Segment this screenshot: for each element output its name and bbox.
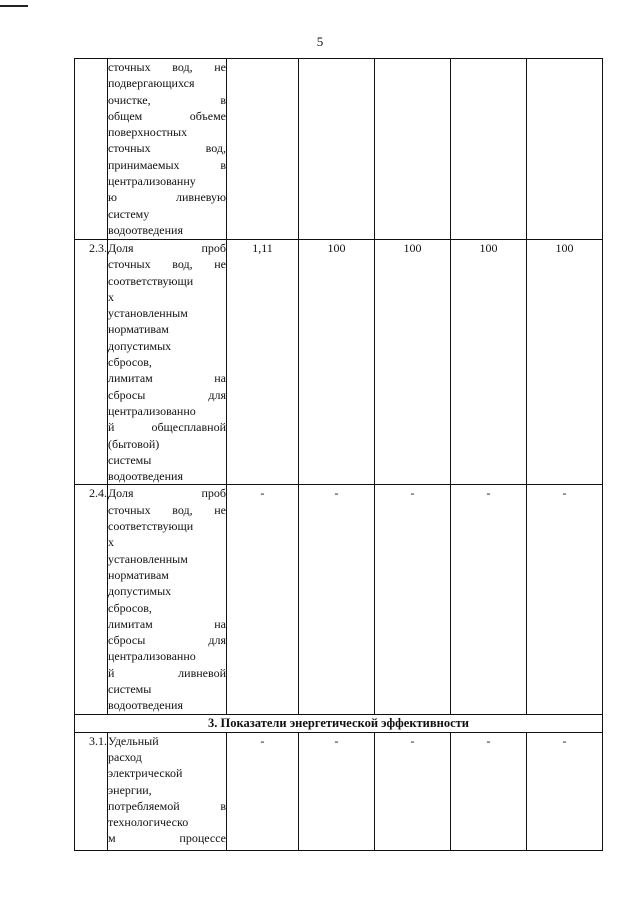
- value-cell-1: 1,11: [227, 240, 299, 485]
- value-cell-3: -: [375, 732, 451, 850]
- description-line: поверхностных: [108, 125, 188, 140]
- description-line: водоотведения: [108, 698, 183, 713]
- value-cell-5: -: [527, 732, 603, 850]
- value-cell-1: -: [227, 732, 299, 850]
- description-line: системы: [108, 682, 152, 697]
- description-line: (бытовой): [108, 436, 160, 451]
- value-cell-2: -: [299, 732, 375, 850]
- description-line: допустимых: [108, 338, 172, 353]
- value-cell-5: 100: [527, 240, 603, 485]
- table-row: [75, 240, 603, 485]
- description-line: сбросы для: [108, 633, 226, 648]
- description-line: сбросов,: [108, 355, 152, 370]
- description-line: лимитам на: [108, 371, 226, 386]
- description-line: сбросов,: [108, 600, 152, 615]
- description-line: принимаемых в: [108, 157, 226, 172]
- description-line: водоотведения: [108, 469, 183, 484]
- description-line: потребляемой в: [108, 798, 226, 813]
- description-line: х: [108, 289, 114, 304]
- value-cell-5: -: [527, 485, 603, 714]
- description-line: систему: [108, 206, 150, 221]
- description-line: системы: [108, 452, 152, 467]
- description-line: м процессе: [108, 831, 226, 846]
- description-line: Удельный: [108, 733, 159, 748]
- table-row: [75, 732, 603, 850]
- description-line: сточных вод,: [108, 141, 226, 156]
- description-line: й общесплавной: [108, 420, 226, 435]
- description-line: сточных вод, не: [108, 60, 226, 74]
- description-line: очистке, в: [108, 92, 226, 107]
- value-cell-4: 100: [451, 240, 527, 485]
- value-cell-2: 100: [299, 240, 375, 485]
- indicator-description: [108, 485, 227, 714]
- value-cell-4: [451, 59, 527, 240]
- description-line: водоотведения: [108, 222, 183, 237]
- description-line: централизованну: [108, 174, 196, 189]
- description-line: технологическо: [108, 815, 189, 830]
- description-line: Доля проб: [108, 241, 226, 255]
- value-cell-4: -: [451, 732, 527, 850]
- value-cell-5: [527, 59, 603, 240]
- value-cell-3: [375, 59, 451, 240]
- value-cell-4: -: [451, 485, 527, 714]
- description-line: й ливневой: [108, 665, 226, 680]
- table-row: [75, 59, 603, 240]
- row-number: 2.3.: [75, 240, 108, 485]
- description-line: централизованно: [108, 649, 196, 664]
- description-line: подвергающихся: [108, 76, 195, 91]
- section-title: 3. Показатели энергетической эффективности: [75, 714, 603, 732]
- description-line: нормативам: [108, 322, 169, 337]
- description-line: нормативам: [108, 567, 169, 582]
- description-line: общем объеме: [108, 108, 226, 123]
- description-line: сточных вод, не: [108, 502, 226, 517]
- indicator-description: [108, 732, 227, 850]
- description-line: расход: [108, 749, 142, 764]
- description-line: соответствующи: [108, 519, 194, 534]
- indicator-description: [108, 240, 227, 485]
- description-line: энергии,: [108, 782, 152, 797]
- row-number: 2.4.: [75, 485, 108, 714]
- row-number: 3.1.: [75, 732, 108, 850]
- description-line: централизованно: [108, 403, 196, 418]
- page-number: 5: [316, 34, 324, 49]
- description-line: ю ливневую: [108, 190, 226, 205]
- description-line: сточных вод, не: [108, 257, 226, 272]
- value-cell-3: -: [375, 485, 451, 714]
- value-cell-3: 100: [375, 240, 451, 485]
- indicator-description: [108, 59, 227, 240]
- description-line: Доля проб: [108, 486, 226, 501]
- description-line: установленным: [108, 306, 188, 321]
- table-row: [75, 485, 603, 714]
- value-cell-2: -: [299, 485, 375, 714]
- description-line: х: [108, 535, 114, 550]
- description-line: установленным: [108, 551, 188, 566]
- value-cell-1: [227, 59, 299, 240]
- value-cell-2: [299, 59, 375, 240]
- row-number: [75, 59, 108, 240]
- description-line: электрической: [108, 766, 183, 781]
- indicators-table: [74, 58, 603, 851]
- description-line: сбросы для: [108, 387, 226, 402]
- top-left-mark: [0, 5, 28, 7]
- description-line: допустимых: [108, 584, 172, 599]
- value-cell-1: -: [227, 485, 299, 714]
- description-line: соответствующи: [108, 273, 194, 288]
- description-line: лимитам на: [108, 616, 226, 631]
- section-header-row: [75, 714, 603, 732]
